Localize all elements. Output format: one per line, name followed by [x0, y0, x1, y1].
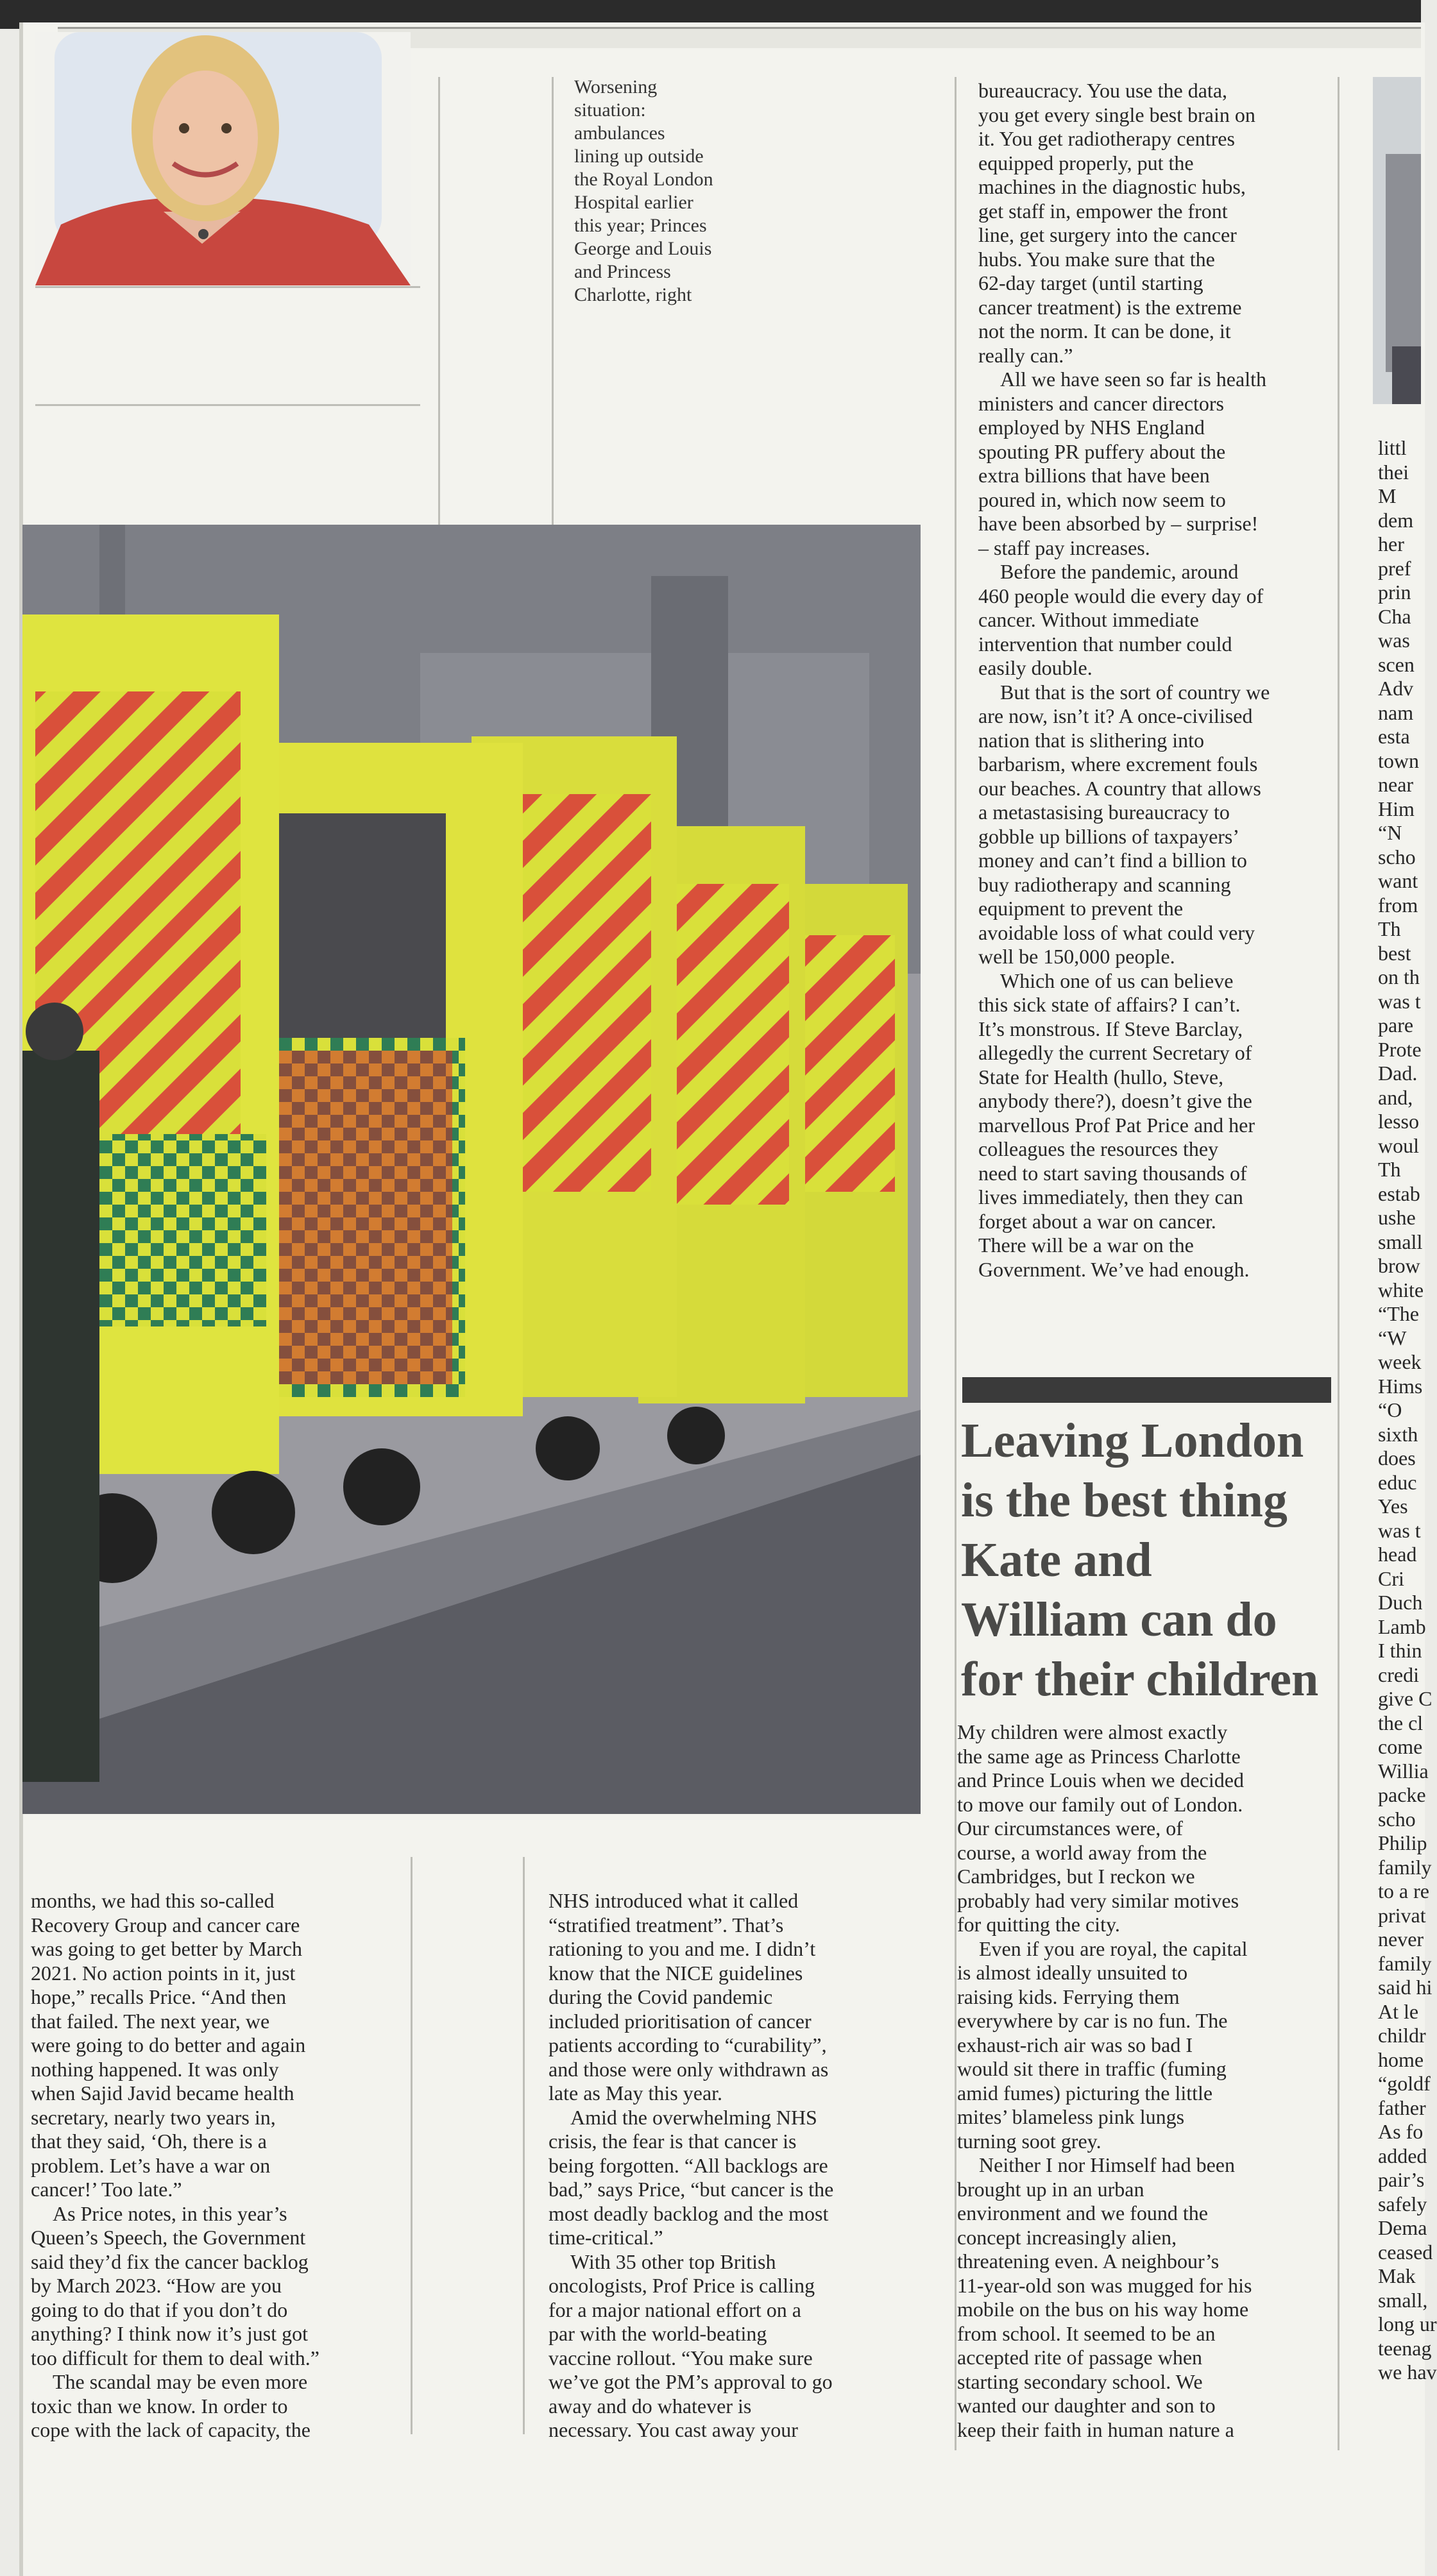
text-line: Queen’s Speech, the Government — [31, 2226, 306, 2249]
text-line: 460 people would die every day of — [978, 584, 1264, 607]
text-line-fragment: educ — [1378, 1470, 1417, 1494]
text-line-fragment: “O — [1378, 1398, 1402, 1421]
text-line: raising kids. Ferrying them — [957, 1985, 1180, 2008]
text-line: cancer. Without immediate — [978, 608, 1199, 631]
column-rule — [411, 1857, 412, 2434]
text-line-fragment: woul — [1378, 1133, 1419, 1157]
text-line-fragment: “N — [1378, 821, 1402, 844]
text-line-fragment: Dema — [1378, 2216, 1427, 2239]
text-line-fragment: head — [1378, 1543, 1417, 1566]
text-line: patients according to “curability”, — [548, 2033, 827, 2056]
text-line-fragment: dem — [1378, 508, 1414, 532]
text-line-fragment: was — [1378, 629, 1410, 652]
text-line-fragment: Duch — [1378, 1591, 1423, 1614]
text-line-fragment: safely — [1378, 2192, 1427, 2216]
text-line: toxic than we know. In order to — [31, 2394, 288, 2418]
text-line: know that the NICE guidelines — [548, 1961, 803, 1985]
text-line: Our circumstances were, of — [957, 1817, 1183, 1840]
text-line-fragment: I thin — [1378, 1639, 1422, 1662]
text-line: environment and we found the — [957, 2201, 1208, 2224]
text-line: when Sajid Javid became health — [31, 2081, 294, 2105]
text-line-fragment: M — [1378, 484, 1397, 507]
text-line: accepted rite of passage when — [957, 2346, 1203, 2369]
text-line: mites’ blameless pink lungs — [957, 2105, 1185, 2128]
text-line-fragment: home — [1378, 2047, 1424, 2071]
text-line-fragment: Th — [1378, 1158, 1401, 1181]
text-line: hubs. You make sure that the — [978, 247, 1215, 271]
text-line: turning soot grey. — [957, 2129, 1101, 2153]
text-line: problem. Let’s have a war on — [31, 2153, 271, 2177]
text-line: were going to do better and again — [31, 2033, 306, 2056]
text-line: As Price notes, in this year’s — [53, 2201, 287, 2225]
text-line: time-critical.” — [548, 2226, 663, 2249]
text-line: and Prince Louis when we decided — [957, 1768, 1244, 1792]
text-line-fragment: Hims — [1378, 1374, 1423, 1398]
text-line: for a major national effort on a — [548, 2298, 801, 2321]
text-line: extra billions that have been — [978, 464, 1210, 487]
text-line-fragment: want — [1378, 869, 1418, 892]
text-line: par with the world-beating — [548, 2322, 767, 2345]
royal-children-photo — [1373, 77, 1421, 404]
text-line: easily double. — [978, 656, 1093, 679]
text-line-fragment: Mak — [1378, 2264, 1416, 2287]
text-line: secretary, nearly two years in, — [31, 2105, 276, 2129]
text-line: most deadly backlog and the most — [548, 2201, 829, 2225]
text-line: from school. It seemed to be an — [957, 2321, 1216, 2345]
text-line-fragment: Lamb — [1378, 1614, 1426, 1638]
column-rule — [955, 77, 957, 2450]
text-line-fragment: was t — [1378, 989, 1421, 1013]
text-line: during the Covid pandemic — [548, 1985, 773, 2008]
text-line: this sick state of affairs? I can’t. — [978, 993, 1241, 1016]
ambulances-photo — [22, 525, 921, 1814]
text-line: lives immediately, then they can — [978, 1185, 1243, 1208]
text-line: being forgotten. “All backlogs are — [548, 2153, 828, 2177]
text-line: bureaucracy. You use the data, — [978, 79, 1228, 102]
text-line: brought up in an urban — [957, 2177, 1144, 2201]
text-line: that they said, ‘Oh, there is a — [31, 2130, 267, 2153]
text-line: probably had very similar motives — [957, 1888, 1239, 1912]
text-line-fragment: small — [1378, 1230, 1423, 1253]
text-line: said they’d fix the cancer backlog — [31, 2250, 309, 2273]
text-line: equipped properly, put the — [978, 151, 1194, 174]
headline-line: for their children — [961, 1652, 1319, 1706]
text-line: hope,” recalls Price. “And then — [31, 1985, 287, 2008]
text-line: forget about a war on cancer. — [978, 1209, 1216, 1233]
text-line: going to do that if you don’t do — [31, 2298, 288, 2321]
text-line: too difficult for them to deal with.” — [31, 2346, 319, 2369]
text-line-fragment: “goldf — [1378, 2072, 1431, 2095]
text-line: machines in the diagnostic hubs, — [978, 175, 1246, 198]
headline-line: Kate and — [961, 1533, 1152, 1587]
text-line: and those were only withdrawn as — [548, 2057, 829, 2081]
headline-line: is the best thing — [961, 1473, 1288, 1527]
text-line-fragment: added — [1378, 2144, 1427, 2167]
text-line: threatening even. A neighbour’s — [957, 2250, 1220, 2273]
text-line: All we have seen so far is health — [1000, 368, 1266, 391]
text-line: Amid the overwhelming NHS — [570, 2105, 817, 2129]
column-rule — [523, 1857, 525, 2434]
caption-line: Charlotte, right — [574, 284, 692, 305]
text-line-fragment: Cha — [1378, 604, 1411, 628]
text-line: cancer!’ Too late.” — [31, 2178, 182, 2201]
text-line-fragment: father — [1378, 2096, 1426, 2119]
text-line: our beaches. A country that allows — [978, 776, 1261, 800]
text-line: Recovery Group and cancer care — [31, 1913, 300, 1936]
author-portrait — [35, 32, 411, 285]
text-line-fragment: and, — [1378, 1085, 1413, 1109]
horizontal-rule — [35, 404, 420, 406]
text-line-fragment: come — [1378, 1735, 1423, 1758]
text-line-fragment: “The — [1378, 1302, 1419, 1325]
text-line: exhaust-rich air was so bad I — [957, 2033, 1193, 2056]
text-line-fragment: the cl — [1378, 1711, 1424, 1734]
text-line-fragment: long ur — [1378, 2312, 1437, 2335]
text-line-fragment: white — [1378, 1278, 1424, 1301]
text-line-fragment: was t — [1378, 1518, 1421, 1542]
text-line: employed by NHS England — [978, 416, 1205, 439]
text-line-fragment: near — [1378, 773, 1414, 796]
text-line-fragment: town — [1378, 749, 1419, 772]
text-line-fragment: we hav — [1378, 2360, 1437, 2384]
text-line: by March 2023. “How are you — [31, 2274, 282, 2297]
text-line: would sit there in traffic (fuming — [957, 2057, 1227, 2080]
photo-caption — [574, 76, 754, 307]
text-line-fragment: Dad. — [1378, 1062, 1418, 1085]
text-line-fragment: to a re — [1378, 1879, 1429, 1902]
text-line: barbarism, where excrement fouls — [978, 752, 1258, 775]
text-line-fragment: family — [1378, 1855, 1432, 1879]
text-line-fragment: her — [1378, 532, 1404, 555]
text-line: NHS introduced what it called — [548, 1889, 799, 1912]
text-line: With 35 other top British — [570, 2250, 776, 2273]
text-line-fragment: “W — [1378, 1326, 1407, 1350]
text-line: keep their faith in human nature a — [957, 2418, 1234, 2441]
text-line: away and do whatever is — [548, 2394, 752, 2418]
text-line-fragment: on th — [1378, 965, 1420, 988]
text-line-fragment: teenag — [1378, 2336, 1432, 2360]
text-line-fragment: packe — [1378, 1783, 1426, 1806]
text-line: Neither I nor Himself had been — [979, 2153, 1235, 2176]
text-line-fragment: Cri — [1378, 1566, 1404, 1590]
text-line: a metastasising bureaucracy to — [978, 801, 1230, 824]
text-line-fragment: Yes — [1378, 1495, 1408, 1518]
caption-line: Hospital earlier — [574, 192, 693, 213]
text-line-fragment: esta — [1378, 725, 1410, 748]
text-line-fragment: pare — [1378, 1013, 1414, 1037]
text-line: poured in, which now seem to — [978, 487, 1226, 511]
text-line-fragment: week — [1378, 1350, 1422, 1373]
text-line: 62-day target (until starting — [978, 271, 1203, 294]
text-line-fragment: At le — [1378, 1999, 1419, 2023]
text-line-fragment: never — [1378, 1928, 1424, 1951]
text-line: late as May this year. — [548, 2081, 723, 2105]
caption-line: this year; Princes — [574, 215, 707, 236]
text-line: anything? I think now it’s just got — [31, 2322, 308, 2345]
text-line: 11-year-old son was mugged for his — [957, 2273, 1252, 2297]
text-line: rationing to you and me. I didn’t — [548, 1937, 816, 1960]
text-line-fragment: scho — [1378, 1807, 1416, 1831]
text-line: necessary. You cast away your — [548, 2418, 798, 2441]
text-line: need to start saving thousands of — [978, 1161, 1247, 1185]
text-line: get staff in, empower the front — [978, 199, 1228, 223]
text-line: “stratified treatment”. That’s — [548, 1913, 784, 1936]
text-line-fragment: scen — [1378, 652, 1415, 676]
text-line: was going to get better by March — [31, 1937, 302, 1960]
text-line-fragment: sixth — [1378, 1422, 1418, 1446]
text-line: to move our family out of London. — [957, 1792, 1243, 1816]
text-line: gobble up billions of taxpayers’ — [978, 824, 1240, 848]
text-line: everywhere by car is no fun. The — [957, 2009, 1228, 2032]
text-line-fragment: family — [1378, 1951, 1432, 1975]
text-line-fragment: scho — [1378, 845, 1416, 869]
text-line-fragment: pref — [1378, 556, 1411, 580]
article-column-bottom-left — [31, 1889, 403, 2443]
text-line: anybody there?), doesn’t give the — [978, 1089, 1252, 1112]
text-line: The scandal may be even more — [53, 2370, 308, 2393]
text-line-fragment: brow — [1378, 1254, 1420, 1277]
column-rule — [552, 77, 554, 526]
text-line: oncologists, Prof Price is calling — [548, 2274, 815, 2297]
text-line-fragment: credi — [1378, 1663, 1419, 1686]
text-line: really can.” — [978, 343, 1073, 367]
text-line: bad,” says Price, “but cancer is the — [548, 2178, 834, 2201]
text-line: – staff pay increases. — [978, 536, 1150, 559]
text-line: But that is the sort of country we — [1000, 680, 1270, 704]
article-column-top-right — [978, 79, 1338, 1282]
text-line-fragment: small, — [1378, 2288, 1428, 2312]
headline-line: William can do — [961, 1593, 1277, 1647]
text-line-fragment: childr — [1378, 2024, 1426, 2047]
text-line: nothing happened. It was only — [31, 2057, 279, 2081]
text-line-fragment: from — [1378, 893, 1418, 917]
text-line: colleagues the resources they — [978, 1137, 1219, 1160]
headline-bar — [962, 1377, 1331, 1403]
text-line-fragment: thei — [1378, 460, 1409, 484]
text-line-fragment: Th — [1378, 917, 1401, 940]
text-line: wanted our daughter and son to — [957, 2394, 1216, 2417]
text-line: months, we had this so-called — [31, 1889, 275, 1912]
text-line-fragment: Adv — [1378, 677, 1414, 700]
headline-line: Leaving London — [961, 1414, 1304, 1468]
text-line: the same age as Princess Charlotte — [957, 1744, 1241, 1768]
text-line-fragment: give C — [1378, 1687, 1433, 1710]
text-line: Cambridges, but I reckon we — [957, 1865, 1195, 1888]
text-line: have been absorbed by – surprise! — [978, 512, 1259, 535]
text-line: nation that is slithering into — [978, 728, 1204, 752]
text-line: Which one of us can believe — [1000, 969, 1234, 992]
text-line: marvellous Prof Pat Price and her — [978, 1113, 1255, 1137]
article-column-bottom-middle — [548, 1889, 933, 2443]
text-line-fragment: prin — [1378, 580, 1411, 604]
column-rule — [1338, 77, 1339, 2450]
text-line-fragment: As fo — [1378, 2120, 1424, 2143]
text-line-fragment: best — [1378, 941, 1411, 965]
caption-line: situation: — [574, 99, 646, 121]
text-line-fragment: privat — [1378, 1903, 1426, 1927]
text-line: money and can’t find a billion to — [978, 849, 1247, 872]
article-column-far-right-cut — [1378, 436, 1437, 2553]
text-line: It’s monstrous. If Steve Barclay, — [978, 1017, 1243, 1040]
text-line: Even if you are royal, the capital — [979, 1936, 1248, 1960]
text-line: not the norm. It can be done, it — [978, 319, 1231, 343]
story-column — [957, 1720, 1336, 2442]
caption-line: Worsening — [574, 76, 658, 97]
text-line: mobile on the bus on his way home — [957, 2298, 1249, 2321]
text-line: intervention that number could — [978, 632, 1232, 656]
text-line: ministers and cancer directors — [978, 391, 1224, 415]
text-line-fragment: ceased — [1378, 2240, 1433, 2264]
text-line: avoidable loss of what could very — [978, 920, 1255, 944]
text-line: allegedly the current Secretary of — [978, 1041, 1252, 1064]
text-line-fragment: lesso — [1378, 1110, 1419, 1133]
text-line: 2021. No action points in it, just — [31, 1961, 296, 1985]
text-line-fragment: littl — [1378, 436, 1407, 459]
text-line-fragment: does — [1378, 1446, 1416, 1470]
text-line: are now, isn’t it? A once-civilised — [978, 704, 1253, 727]
text-line: that failed. The next year, we — [31, 2009, 270, 2033]
text-line: crisis, the fear is that cancer is — [548, 2130, 797, 2153]
text-line-fragment: estab — [1378, 1182, 1420, 1205]
text-line: concept increasingly alien, — [957, 2225, 1177, 2249]
text-line-fragment: Philip — [1378, 1831, 1427, 1854]
text-line: included prioritisation of cancer — [548, 2009, 812, 2033]
text-line: equipment to prevent the — [978, 897, 1184, 920]
text-line: spouting PR puffery about the — [978, 439, 1226, 463]
text-line-fragment: Willia — [1378, 1759, 1429, 1783]
text-line: State for Health (hullo, Steve, — [978, 1065, 1224, 1089]
text-line: Before the pandemic, around — [1000, 560, 1239, 583]
text-line-fragment: Prote — [1378, 1037, 1422, 1061]
text-line-fragment: ushe — [1378, 1206, 1416, 1229]
text-line: My children were almost exactly — [957, 1720, 1228, 1743]
caption-line: ambulances — [574, 123, 665, 144]
caption-line: lining up outside — [574, 146, 704, 167]
horizontal-rule — [35, 286, 420, 288]
text-line-fragment: pair’s — [1378, 2168, 1425, 2191]
text-line: we’ve got the PM’s approval to go — [548, 2370, 833, 2393]
text-line: you get every single best brain on — [978, 103, 1255, 126]
text-line: amid fumes) picturing the little — [957, 2081, 1213, 2105]
caption-line: George and Louis — [574, 238, 712, 259]
text-line-fragment: nam — [1378, 700, 1414, 724]
text-line: cancer treatment) is the extreme — [978, 295, 1242, 319]
text-line: vaccine rollout. “You make sure — [548, 2346, 813, 2369]
text-line-fragment: said hi — [1378, 1976, 1433, 1999]
text-line: Government. We’ve had enough. — [978, 1257, 1250, 1281]
text-line-fragment: Him — [1378, 797, 1415, 820]
column-rule — [438, 77, 440, 526]
text-line: cope with the lack of capacity, the — [31, 2418, 310, 2441]
text-line: buy radiotherapy and scanning — [978, 872, 1231, 896]
text-line: There will be a war on the — [978, 1233, 1194, 1257]
text-line: course, a world away from the — [957, 1840, 1207, 1864]
caption-line: the Royal London — [574, 169, 713, 190]
text-line: well be 150,000 people. — [978, 945, 1175, 968]
text-line: line, get surgery into the cancer — [978, 223, 1237, 246]
text-line: for quitting the city. — [957, 1913, 1120, 1936]
text-line: is almost ideally unsuited to — [957, 1961, 1188, 1984]
text-line: it. You get radiotherapy centres — [978, 127, 1235, 150]
text-line: starting secondary school. We — [957, 2369, 1203, 2393]
story-headline — [961, 1411, 1336, 1709]
caption-line: and Princess — [574, 261, 671, 282]
